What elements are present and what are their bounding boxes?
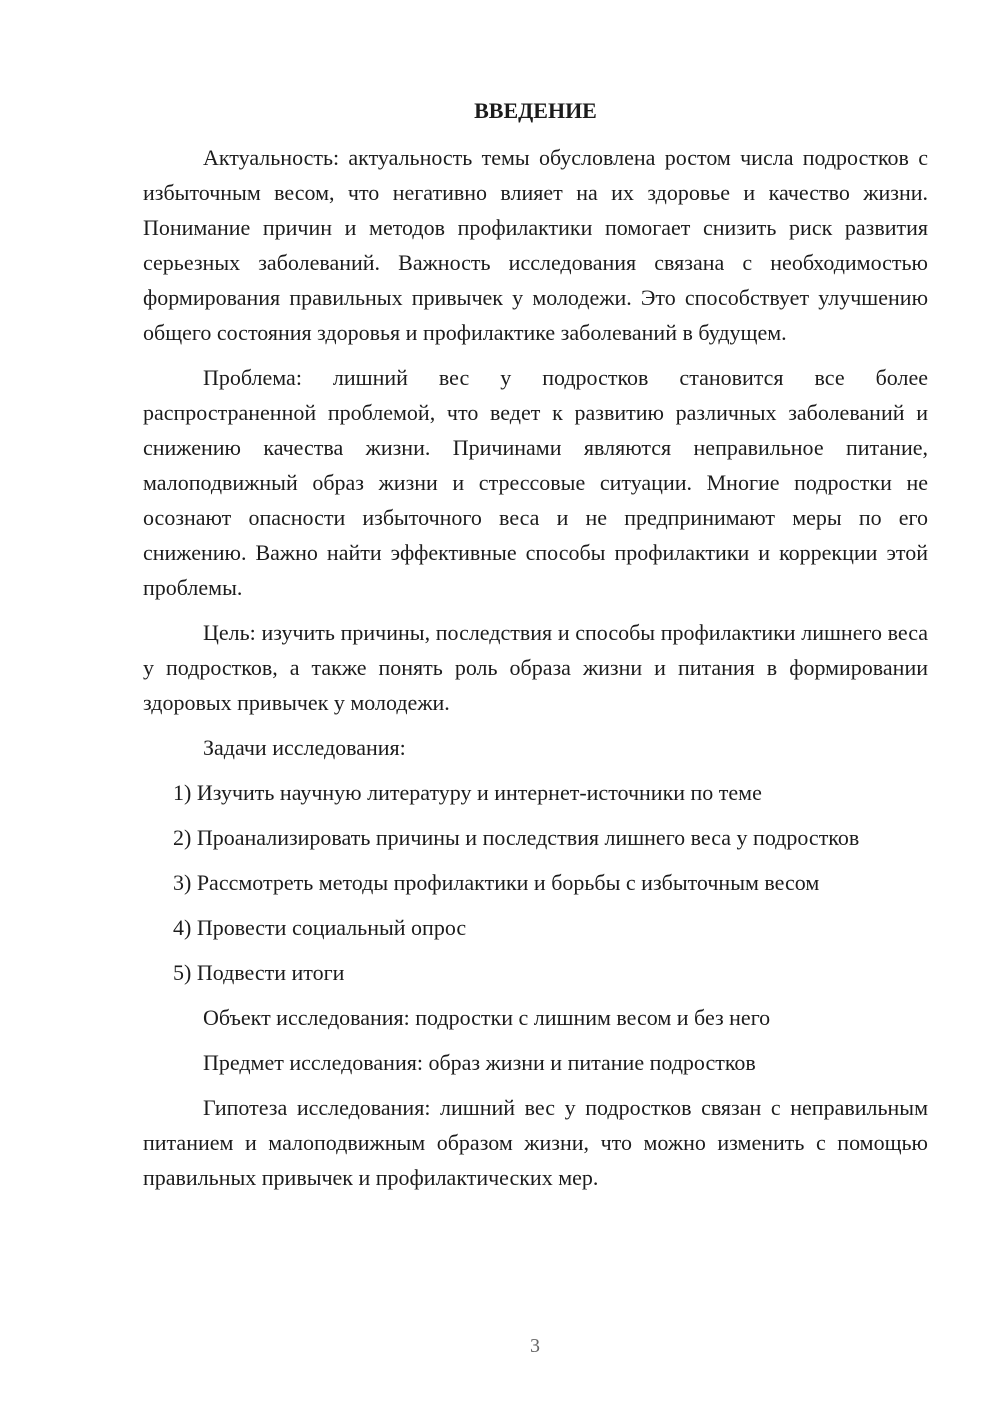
problem-paragraph: Проблема: лишний вес у подростков становится все более распространенной проблемой, что ведет к развитию различных заболеваний и снижению качества жизни. Причинами являются неправильное питание, малоподвижный образ жизни и стрессовые ситуации. Многие подростки не осознают опасности избыточного веса и не предпринимают меры по его снижению. Важно найти эффективные способы профилактики и коррекции этой проблемы. [143,365,928,600]
task-item-2: 2) Проанализировать причины и последствия лишнего веса у подростков [173,825,860,850]
page-content [143,96,928,1205]
relevance-paragraph: Актуальность: актуальность темы обусловлена ростом числа подростков с избыточным весом, что негативно влияет на их здоровье и качество жизни. Понимание причин и методов профилактики помогает снизить риск развития серьезных заболеваний. Важность исследования связана с необходимостью формирования правильных привычек у молодежи. Это способствует улучшению общего состояния здоровья и профилактике заболеваний в будущем. [143,145,928,345]
hypothesis-paragraph: Гипотеза исследования: лишний вес у подростков связан с неправильным питанием и малоподвижным образом жизни, что можно изменить с помощью правильных привычек и профилактических мер. [143,1095,928,1190]
research-subject: Предмет исследования: образ жизни и питание подростков [203,1050,756,1075]
goal-paragraph: Цель: изучить причины, последствия и способы профилактики лишнего веса у подростков, а также понять роль образа жизни и питания в формировании здоровых привычек у молодежи. [143,620,928,715]
task-item-3: 3) Рассмотреть методы профилактики и борьбы с избыточным весом [173,870,820,895]
tasks-heading: Задачи исследования: [203,735,406,760]
task-item-4: 4) Провести социальный опрос [173,915,467,940]
page-title: ВВЕДЕНИЕ [474,98,597,123]
research-object: Объект исследования: подростки с лишним весом и без него [203,1005,771,1030]
task-item-1: 1) Изучить научную литературу и интернет-источники по теме [173,780,762,805]
page-number: 3 [530,1335,540,1357]
task-item-5: 5) Подвести итоги [173,960,345,985]
